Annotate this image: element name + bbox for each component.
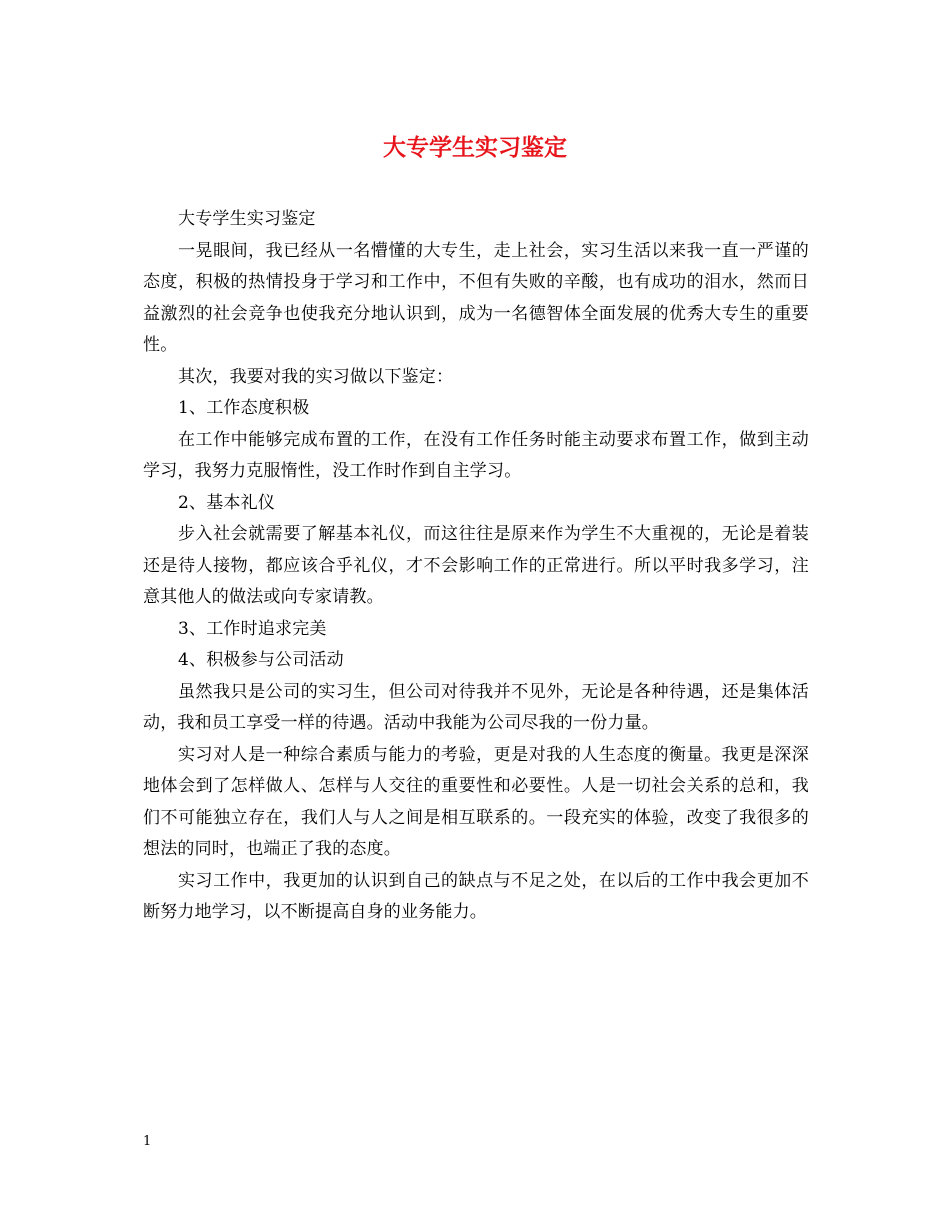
- paragraph-section-1: 在工作中能够完成布置的工作，在没有工作任务时能主动要求布置工作，做到主动学习，我努力克服惰性，没工作时作到自主学习。: [143, 429, 809, 481]
- section-heading-2: 2、基本礼仪: [178, 492, 276, 513]
- page-title: 大专学生实习鉴定: [383, 134, 567, 161]
- section-heading-4: 4、积极参与公司活动: [178, 650, 344, 670]
- paragraph-section-2: 步入社会就需要了解基本礼仪，而这往往是原来作为学生不大重视的，无论是着装还是待人接物，都应该合乎礼仪，才不会影响工作的正常进行。所以平时我多学习，注意其他人的做法或向专家请教。: [143, 524, 809, 607]
- paragraph-intro: 一晃眼间，我已经从一名懵懂的大专生，走上社会，实习生活以来我一直一严谨的态度，积极的热情投身于学习和工作中，不但有失败的辛酸，也有成功的泪水，然而日益激烈的社会竞争也使我充分地认识到，成为一名德智体全面发展的优秀大专生的重要性。: [143, 240, 809, 355]
- paragraph-heading: 大专学生实习鉴定: [178, 209, 316, 229]
- document-body: [143, 204, 809, 929]
- paragraph-conclusion: 实习工作中，我更加的认识到自己的缺点与不足之处，在以后的工作中我会更加不断努力地学习，以不断提高自身的业务能力。: [143, 870, 809, 922]
- paragraph-section-4: 虽然我只是公司的实习生，但公司对待我并不见外，无论是各种待遇，还是集体活动，我和员工享受一样的待遇。活动中我能为公司尽我的一份力量。: [143, 681, 809, 733]
- section-heading-1: 1、工作态度积极: [178, 398, 310, 418]
- section-heading-3: 3、工作时追求完美: [178, 618, 327, 639]
- paragraph-transition: 其次，我要对我的实习做以下鉴定：: [178, 366, 454, 387]
- paragraph-reflection: 实习对人是一种综合素质与能力的考验，更是对我的人生态度的衡量。我更是深深地体会到了怎样做人、怎样与人交往的重要性和必要性。人是一切社会关系的总和，我们不可能独立存在，我们人与人之间是相互联系的。一段充实的体验，改变了我很多的想法的同时，也端正了我的态度。: [143, 744, 809, 859]
- page-number: 1: [143, 1134, 152, 1149]
